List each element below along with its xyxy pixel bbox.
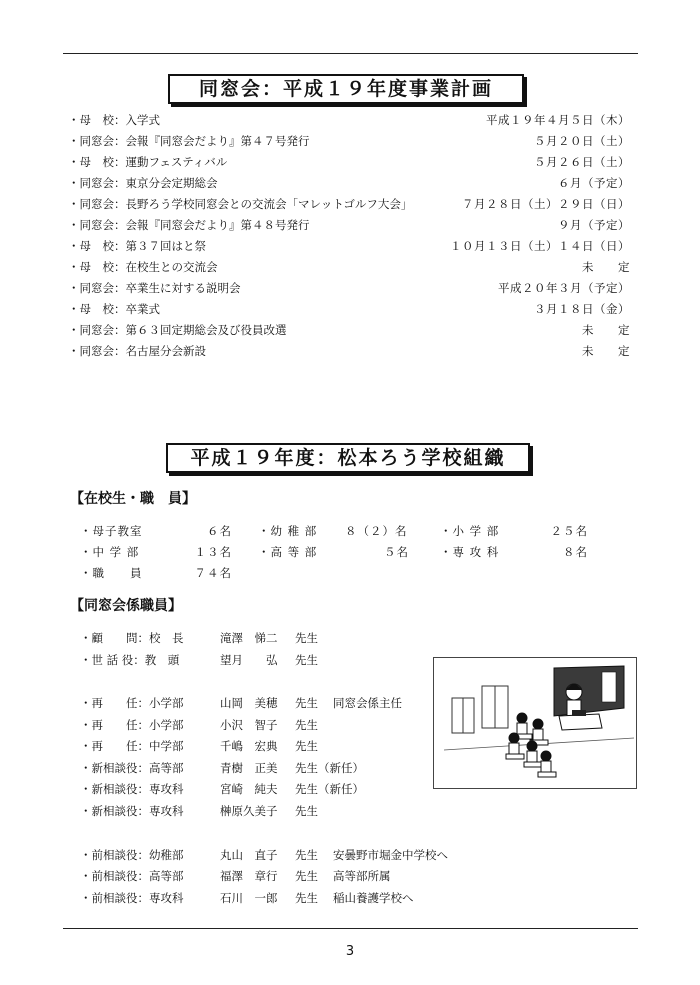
staff-role: ・前相談役：高等部 xyxy=(80,869,184,883)
plan-item-date: 平成１９年４月５日（木） xyxy=(486,113,630,127)
staff-title: 先生 xyxy=(295,718,318,732)
yochi-count: ８（２）名 xyxy=(345,524,408,538)
staff-name: 青樹 正美 xyxy=(220,761,278,775)
classroom-drawing xyxy=(434,658,636,788)
staff-title: 先生 xyxy=(295,848,318,862)
staff-name: 丸山 直子 xyxy=(220,848,278,862)
staff-title: 先生 xyxy=(295,891,318,905)
sho-label: ・小 学 部 xyxy=(440,524,500,538)
staff-title: 先生 xyxy=(295,696,318,710)
staff-name: 石川 一郎 xyxy=(220,891,278,905)
chu-label: ・中 学 部 xyxy=(80,545,140,559)
plan-item-date: ５月２０日（土） xyxy=(534,134,630,148)
staff-name: 小沢 智子 xyxy=(220,718,278,732)
classroom-illustration xyxy=(433,657,637,789)
plan-item-date: ３月１８日（金） xyxy=(534,302,630,316)
plan-item-date: ７月２８日（土）２９日（日） xyxy=(462,197,630,211)
plan-item xyxy=(68,152,630,172)
plan-item-label: ・母 校：入学式 xyxy=(68,113,160,127)
plan-item-date: 未 定 xyxy=(582,344,630,358)
students-heading: 【在校生・職 員】 xyxy=(70,491,196,507)
yochi-label: ・幼 稚 部 xyxy=(258,524,318,538)
staff-title: 先生（新任） xyxy=(295,761,364,775)
plan-item-label: ・母 校：運動フェスティバル xyxy=(68,155,228,169)
staff-role: ・顧 問：校 長 xyxy=(80,631,184,645)
top-rule xyxy=(63,53,638,54)
koto-label: ・高 等 部 xyxy=(258,545,318,559)
shokuin-count: ７４名 xyxy=(194,566,232,580)
staff-title: 先生 xyxy=(295,631,318,645)
plan-item xyxy=(68,320,630,340)
plan-item xyxy=(68,257,630,277)
koto-count: ５名 xyxy=(384,545,409,559)
plan-item-label: ・同窓会：会報『同窓会だより』第４８号発行 xyxy=(68,218,310,232)
staff-title: 先生（新任） xyxy=(295,782,364,796)
senko-label: ・専 攻 科 xyxy=(440,545,500,559)
plan-item-date: 平成２０年３月（予定） xyxy=(498,281,630,295)
staff-note: 高等部所属 xyxy=(333,869,391,883)
senko-count: ８名 xyxy=(563,545,588,559)
staff-note: 稲山養護学校へ xyxy=(333,891,414,905)
staff-name: 榊原久美子 xyxy=(220,804,278,818)
plan-item xyxy=(68,299,630,319)
staff-name: 滝澤 悌二 xyxy=(220,631,278,645)
plan-item-date: 未 定 xyxy=(582,260,630,274)
boshi-label: ・母子教室 xyxy=(80,524,143,538)
staff-role: ・世 話 役：教 頭 xyxy=(80,653,180,667)
plan-item-label: ・母 校：第３７回はと祭 xyxy=(68,239,206,253)
staff-name: 福澤 章行 xyxy=(220,869,278,883)
plan-item xyxy=(68,131,630,151)
staff-role: ・再 任：小学部 xyxy=(80,718,184,732)
staff-role: ・再 任：小学部 xyxy=(80,696,184,710)
plan-item-date: 未 定 xyxy=(582,323,630,337)
staff-role: ・新相談役：高等部 xyxy=(80,761,184,775)
chu-count: １３名 xyxy=(194,545,232,559)
boshi-count: ６名 xyxy=(207,524,232,538)
plan-item xyxy=(68,341,630,361)
staff-title: 先生 xyxy=(295,739,318,753)
plan-item-label: ・同窓会：東京分会定期総会 xyxy=(68,176,218,190)
staff-note: 安曇野市堀金中学校へ xyxy=(333,848,448,862)
sho-count: ２５名 xyxy=(550,524,588,538)
staff-name: 望月 弘 xyxy=(220,653,278,667)
staff-role: ・再 任：中学部 xyxy=(80,739,184,753)
plan-item-label: ・同窓会：名古屋分会新設 xyxy=(68,344,206,358)
plan-item-label: ・母 校：卒業式 xyxy=(68,302,160,316)
page-number: 3 xyxy=(345,944,355,959)
plan-item-label: ・母 校：在校生との交流会 xyxy=(68,260,218,274)
staff-title: 先生 xyxy=(295,804,318,818)
org-title: 平成１９年度：松本ろう学校組織 xyxy=(166,443,530,473)
plan-item-date: ５月２６日（土） xyxy=(534,155,630,169)
staff-title: 先生 xyxy=(295,869,318,883)
staff-name: 山岡 美穂 xyxy=(220,696,278,710)
plan-item xyxy=(68,194,630,214)
plan-item-label: ・同窓会：会報『同窓会だより』第４７号発行 xyxy=(68,134,310,148)
staff-role: ・新相談役：専攻科 xyxy=(80,804,184,818)
shokuin-label: ・職 員 xyxy=(80,566,143,580)
plan-item-date: ６月（予定） xyxy=(558,176,630,190)
plan-item-label: ・同窓会：長野ろう学校同窓会との交流会「マレットゴルフ大会」 xyxy=(68,197,413,211)
plan-title: 同窓会：平成１９年度事業計画 xyxy=(168,74,524,104)
staff-role: ・前相談役：専攻科 xyxy=(80,891,184,905)
plan-item xyxy=(68,110,630,130)
plan-item xyxy=(68,173,630,193)
staff-name: 千嶋 宏典 xyxy=(220,739,278,753)
plan-item-date: ９月（予定） xyxy=(558,218,630,232)
bottom-rule xyxy=(63,928,638,929)
staff-role: ・新相談役：専攻科 xyxy=(80,782,184,796)
plan-item xyxy=(68,236,630,256)
plan-item xyxy=(68,278,630,298)
staff-role: ・前相談役：幼稚部 xyxy=(80,848,184,862)
staff-name: 宮崎 純夫 xyxy=(220,782,278,796)
plan-item-date: １０月１３日（土）１４日（日） xyxy=(450,239,630,253)
staff-title: 先生 xyxy=(295,653,318,667)
staff-heading: 【同窓会係職員】 xyxy=(70,598,182,614)
staff-note: 同窓会係主任 xyxy=(333,696,402,710)
plan-item-label: ・同窓会：卒業生に対する説明会 xyxy=(68,281,241,295)
plan-item-label: ・同窓会：第６３回定期総会及び役員改選 xyxy=(68,323,287,337)
plan-item xyxy=(68,215,630,235)
